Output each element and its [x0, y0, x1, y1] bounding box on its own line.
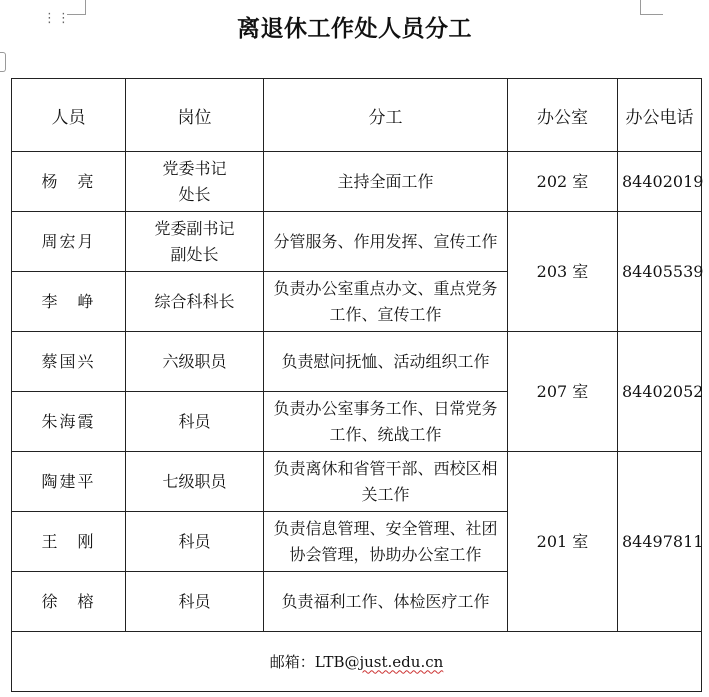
- footer-row: [12, 632, 702, 692]
- table-row: [12, 452, 702, 512]
- email-label: 邮箱：: [269, 652, 315, 671]
- column-header-phone: 办公电话: [618, 79, 702, 152]
- duty-cell: 负责离休和省管干部、西校区相关工作: [264, 452, 508, 512]
- duty-cell: 主持全面工作: [264, 152, 508, 212]
- table-row: [12, 332, 702, 392]
- position-cell: 科员: [126, 512, 264, 572]
- table-row: [12, 152, 702, 212]
- position-cell: [126, 152, 264, 212]
- email-user: LTB@: [314, 652, 360, 671]
- office-room: 201 室: [508, 452, 618, 632]
- person-name: 李 峥: [12, 272, 126, 332]
- email-cell: [12, 632, 702, 692]
- person-name: 朱海霞: [12, 392, 126, 452]
- column-header-position: 岗位: [126, 79, 264, 152]
- duty-cell: 负责信息管理、安全管理、社团协会管理，协助办公室工作: [264, 512, 508, 572]
- position-cell: 七级职员: [126, 452, 264, 512]
- duty-cell: 负责办公室事务工作、日常党务工作、统战工作: [264, 392, 508, 452]
- position-cell: [126, 212, 264, 272]
- person-name: 蔡国兴: [12, 332, 126, 392]
- staff-table: [11, 78, 702, 692]
- table-header-row: [12, 79, 702, 152]
- document-title: 离退休工作处人员分工: [237, 16, 472, 42]
- office-room: 203 室: [508, 212, 618, 332]
- office-phone: 84402052: [618, 332, 702, 452]
- duty-cell: 负责福利工作、体检医疗工作: [264, 572, 508, 632]
- person-name: 徐 榕: [12, 572, 126, 632]
- column-header-person: 人员: [12, 79, 126, 152]
- duty-cell: 负责办公室重点办文、重点党务工作、宣传工作: [264, 272, 508, 332]
- office-room: 207 室: [508, 332, 618, 452]
- position-line: 处长: [178, 184, 211, 204]
- position-cell: 科员: [126, 572, 264, 632]
- duty-cell: 负责慰问抚恤、活动组织工作: [264, 332, 508, 392]
- position-line: 副处长: [170, 244, 219, 264]
- person-name: 陶建平: [12, 452, 126, 512]
- table-row: [12, 212, 702, 272]
- position-line: 党委副书记: [154, 218, 235, 238]
- column-header-duty: 分工: [264, 79, 508, 152]
- office-phone: 84497811: [618, 452, 702, 632]
- position-cell: 科员: [126, 392, 264, 452]
- office-phone: 84405539: [618, 212, 702, 332]
- duty-cell: 分管服务、作用发挥、宣传工作: [264, 212, 508, 272]
- position-cell: 六级职员: [126, 332, 264, 392]
- office-room: 202 室: [508, 152, 618, 212]
- person-name: 王 刚: [12, 512, 126, 572]
- drag-handle-icon[interactable]: ⋮⋮: [43, 11, 71, 26]
- email-domain: just.edu.cn: [359, 652, 444, 671]
- position-line: 党委书记: [162, 158, 227, 178]
- position-cell: 综合科科长: [126, 272, 264, 332]
- margin-tab: [0, 52, 6, 72]
- person-name: 周宏月: [12, 212, 126, 272]
- person-name: 杨 亮: [12, 152, 126, 212]
- office-phone: 84402019: [618, 152, 702, 212]
- column-header-office: 办公室: [508, 79, 618, 152]
